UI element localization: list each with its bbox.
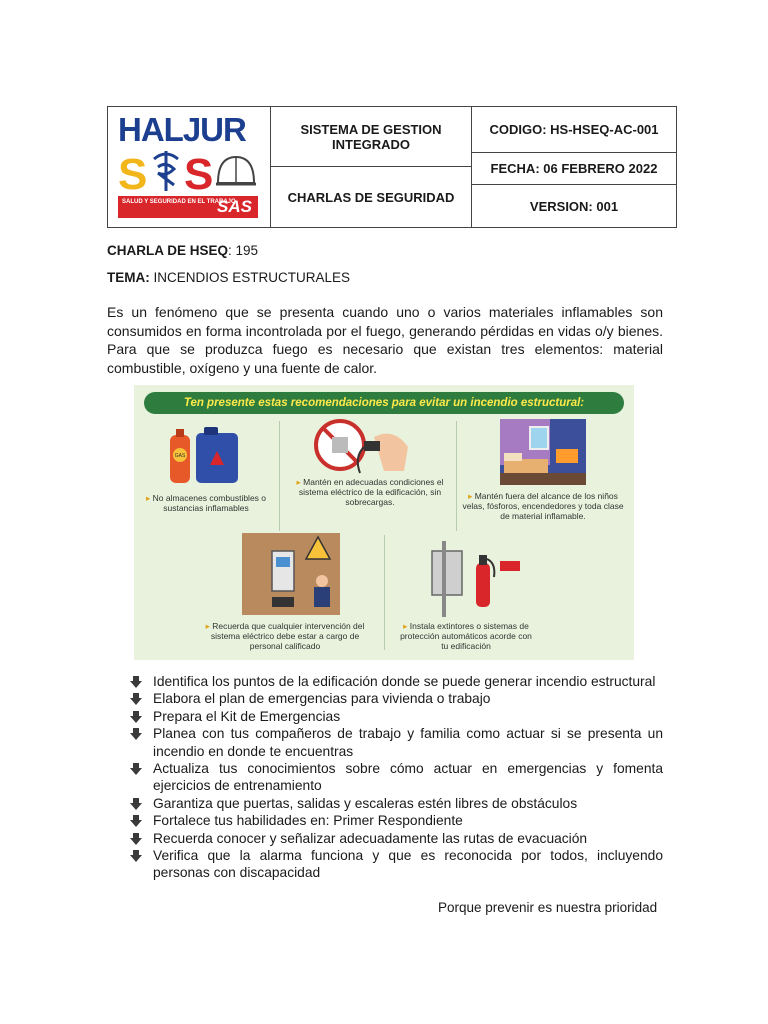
list-item [129,690,663,707]
logo-band [118,196,258,218]
document-code: CODIGO: HS-HSEQ-AC-001 [472,107,676,153]
logo-syso-graphic [118,147,258,195]
list-item-text: Recuerda conocer y señalizar adecuadamente las rutas de evacuación [153,830,588,846]
list-item-text: Prepara el Kit de Emergencias [153,708,341,724]
list-item-text: Identifica los puntos de la edificación donde se puede generar incendio estructural [153,674,656,689]
document-version: VERSION: 001 [529,198,619,214]
document-title: CHARLAS DE SEGURIDAD [287,189,455,205]
card-text: No almacenes combustibles o sustancias inflamables [152,493,267,513]
card-text: Instala extintores o sistemas de protección automáticos acorde con tu edificación [400,621,532,651]
list-item [129,847,663,882]
topic-value: INCENDIOS ESTRUCTURALES [149,270,351,285]
footer-slogan: Porque prevenir es nuestra prioridad [438,900,658,915]
system-title: SISTEMA DE GESTION INTEGRADO [271,107,471,167]
topic-line [107,270,350,285]
arrow-down-icon [129,710,143,724]
gas-can-label: GAS [174,453,186,459]
logo-brand: HALJUR [118,111,246,148]
list-item-text: Fortalece tus habilidades en: Primer Respondiente [153,813,463,829]
list-item-text: Actualiza tus conocimientos sobre cómo actuar en emergencias y fomenta ejercicios de entrenamiento [153,761,663,794]
arrow-down-icon [129,797,143,811]
arrow-down-icon [129,727,143,741]
company-logo [108,107,271,227]
arrow-down-icon [129,675,143,689]
list-item-text: Planea con tus compañeros de trabajo y familia como actuar si se presenta un incendio en donde te encuentras [153,726,663,759]
svg-text:S: S [118,150,148,195]
intro-paragraph: Es un fenómeno que se presenta cuando uno o varios materiales inflamables son consumidos en forma incontrolada por el fuego, generando pérdidas en vidas o/y bienes. Para que se produzca fuego es necesario que existan tres elementos: material combustible, oxígeno y una fuente de calor. [107,304,663,376]
list-item [129,760,663,795]
arrow-down-icon [129,832,143,846]
recommendation-card: ▸ Instala extintores o sistemas de protección automáticos acorde con tu edificación [400,621,532,651]
document-header-table [107,106,677,228]
header-middle-column [271,107,472,227]
topic-label: TEMA: [107,270,150,285]
overloaded-outlet-icon [304,417,414,479]
header-right-column [472,107,676,227]
divider [456,421,457,531]
electrician-panel-icon [242,533,340,615]
divider [279,421,280,531]
infographic-banner: Ten presente estas recomendaciones para evitar un incendio estructural: [144,392,624,414]
list-item [129,708,663,725]
recommendation-card: ▸ Recuerda que cualquier intervención del sistema eléctrico debe estar a cargo de personal calificado [205,621,365,651]
talk-label: CHARLA DE HSEQ [107,243,229,258]
svg-text:S: S [184,150,214,195]
talk-number-line [107,243,258,258]
list-item [129,812,663,829]
list-item [129,673,663,690]
list-item-text: Elabora el plan de emergencias para vivienda o trabajo [153,691,491,707]
talk-number: : 195 [228,243,259,258]
infographic [134,385,634,660]
card-text: Recuerda que cualquier intervención del sistema eléctrico debe estar a cargo de personal calificado [210,621,365,651]
arrow-down-icon [129,762,143,776]
arrow-down-icon [129,692,143,706]
divider [384,535,385,650]
logo-band-suffix: SAS [217,197,252,216]
list-item-text: Garantiza que puertas, salidas y escaleras estén libres de obstáculos [153,795,578,811]
recommendations-list [129,673,663,882]
list-item [129,795,663,812]
card-text: Mantén fuera del alcance de los niños velas, fósforos, encendedores y toda clase de material inflamable. [462,491,624,521]
recommendation-card: ▸ Mantén en adecuadas condiciones el sistema eléctrico de la edificación, sin sobrecargas. [296,477,444,507]
logo-band-text: SALUD Y SEGURIDAD EN EL TRABAJO [122,199,236,205]
fire-extinguisher-icon [424,541,524,617]
child-room-icon [500,419,586,485]
recommendation-card: ▸ No almacenes combustibles o sustancias inflamables [145,493,267,513]
card-text: Mantén en adecuadas condiciones el sistema eléctrico de la edificación, sin sobrecargas. [298,477,444,507]
recommendation-card: ▸ Mantén fuera del alcance de los niños velas, fósforos, encendedores y toda clase de material inflamable. [462,491,624,521]
list-item-text: Verifica que la alarma funciona y que es reconocida por todos, incluyendo personas con discapacidad [153,848,663,881]
list-item [129,830,663,847]
arrow-down-icon [129,849,143,863]
document-date: FECHA: 06 FEBRERO 2022 [472,153,676,185]
arrow-down-icon [129,814,143,828]
list-item [129,725,663,760]
fuel-cans-icon [164,425,244,487]
